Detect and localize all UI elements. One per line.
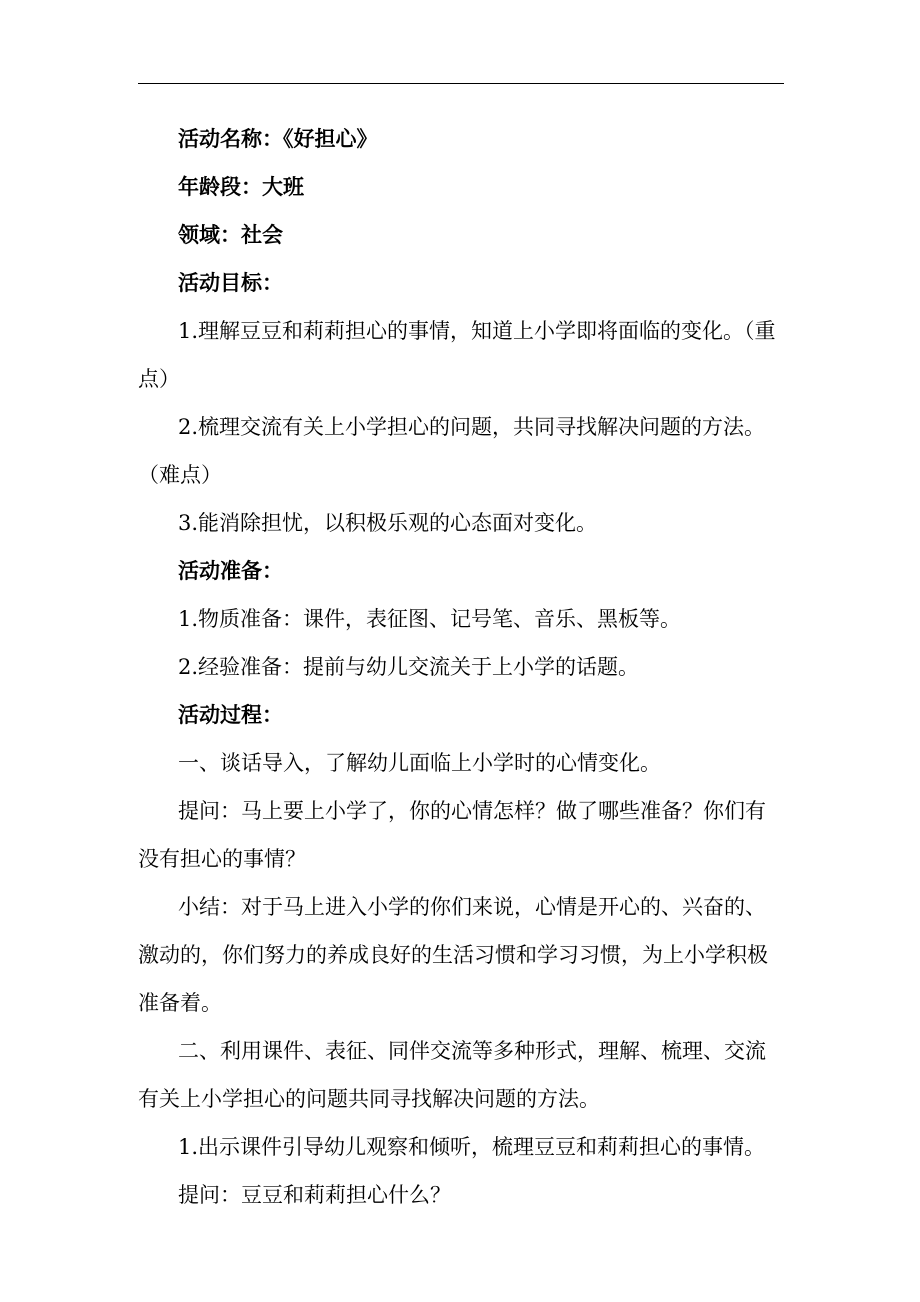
header-rule [138, 83, 784, 84]
process-heading: 活动过程： [178, 702, 283, 727]
summary-1: 小结：对于马上进入小学的你们来说，心情是开心的、兴奋的、激动的，你们努力的养成良好的生活习惯和学习习惯，为上小学积极准备着。 [138, 895, 768, 1015]
preparation-heading: 活动准备： [178, 558, 283, 583]
question-1: 提问：马上要上小学了，你的心情怎样？做了哪些准备？你们有没有担心的事情？ [138, 799, 766, 871]
age-group: 年龄段：大班 [178, 174, 304, 199]
goals-heading: 活动目标： [178, 270, 283, 295]
goal-3: 3.能消除担忧，以积极乐观的心态面对变化。 [178, 511, 598, 535]
preparation-2: 2.经验准备：提前与幼儿交流关于上小学的话题。 [178, 655, 640, 679]
domain-field: 领域：社会 [178, 222, 283, 247]
question-2: 提问：豆豆和莉莉担心什么？ [178, 1183, 451, 1207]
goal-2: 2.梳理交流有关上小学担心的问题，共同寻找解决问题的方法。（难点） [138, 415, 766, 487]
process-step-2: 二、利用课件、表征、同伴交流等多种形式，理解、梳理、交流有关上小学担心的问题共同寻找解决问题的方法。 [138, 1039, 766, 1111]
goal-1: 1.理解豆豆和莉莉担心的事情，知道上小学即将面临的变化。（重点） [138, 319, 776, 391]
process-step-1: 一、谈话导入，了解幼儿面临上小学时的心情变化。 [178, 751, 661, 775]
preparation-1: 1.物质准备：课件，表征图、记号笔、音乐、黑板等。 [178, 607, 682, 631]
document-body [138, 115, 784, 1219]
process-substep-1: 1.出示课件引导幼儿观察和倾听，梳理豆豆和莉莉担心的事情。 [178, 1135, 766, 1159]
activity-name: 活动名称：《好担心》 [178, 126, 378, 151]
